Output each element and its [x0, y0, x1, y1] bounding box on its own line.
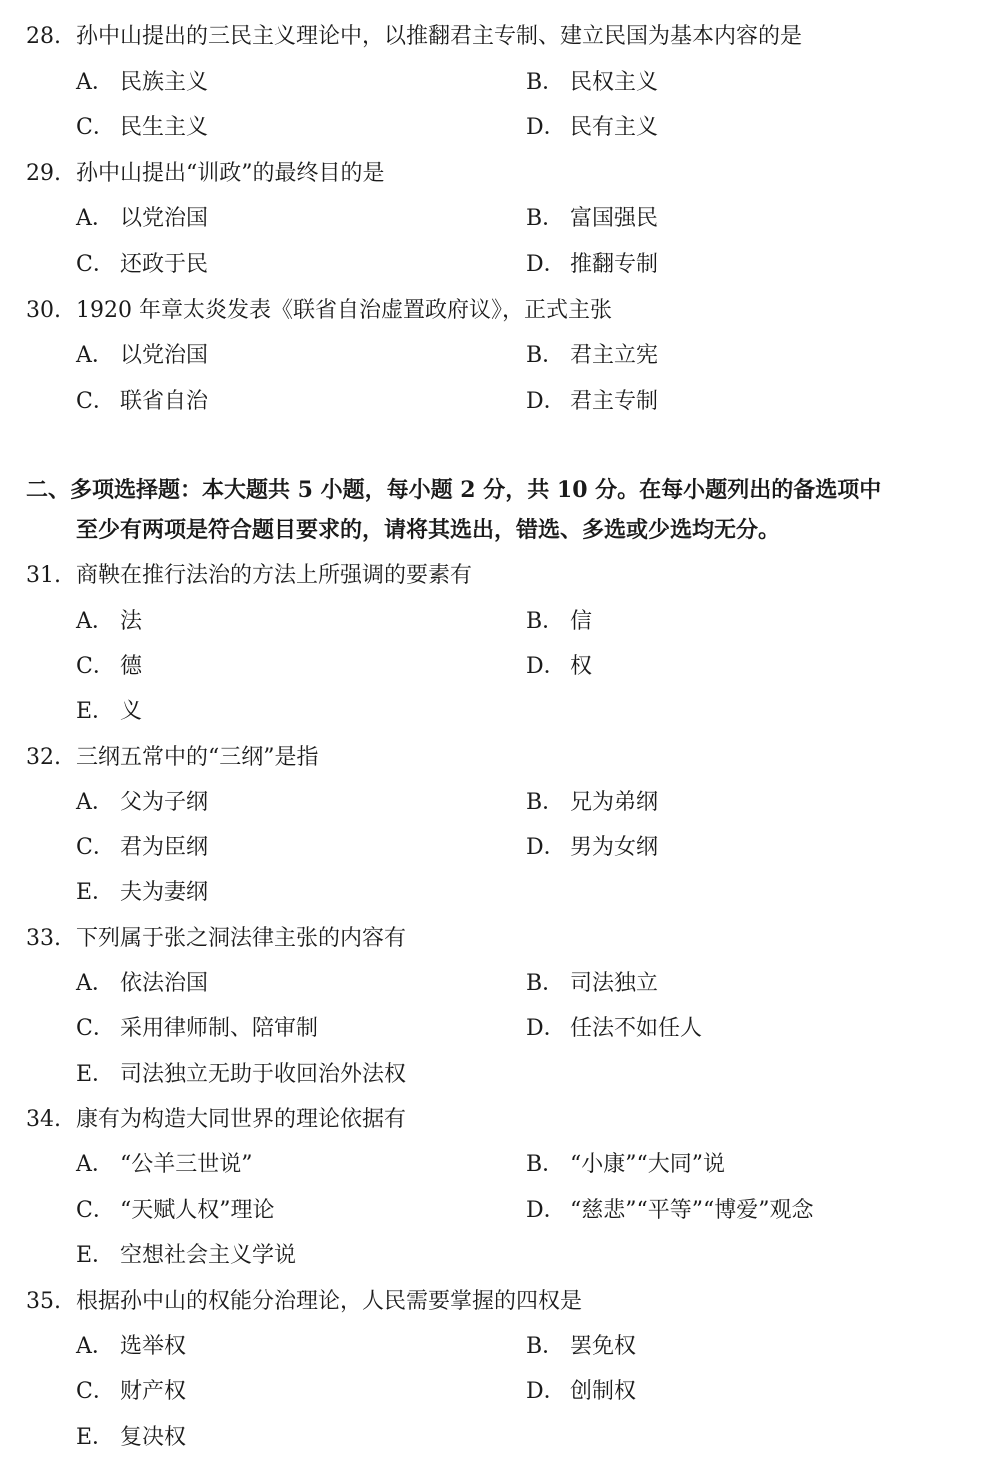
option-c: [76, 1012, 318, 1046]
option-letter: E．: [76, 1243, 115, 1268]
option-letter: A．: [76, 790, 114, 815]
option-letter: B．: [526, 206, 565, 231]
option-a: [76, 786, 208, 820]
option-text: 德: [120, 654, 143, 679]
option-c: [76, 650, 142, 684]
option-letter: B．: [526, 343, 565, 368]
option-text: 以党治国: [120, 206, 209, 231]
options-row: [0, 1330, 1000, 1364]
options-row: [0, 202, 1000, 236]
options-row: [0, 66, 1000, 100]
option-letter: C．: [76, 115, 115, 140]
option-text: 君主立宪: [570, 343, 659, 368]
option-text: “公羊三世说”: [120, 1152, 253, 1177]
option-letter: A．: [76, 609, 114, 634]
option-letter: C．: [76, 252, 115, 277]
option-letter: B．: [526, 1152, 565, 1177]
option-e: [76, 1239, 296, 1273]
option-text: 以党治国: [120, 343, 209, 368]
option-b: [526, 967, 658, 1001]
option-a: [76, 1148, 253, 1182]
question-text: 商鞅在推行法治的方法上所强调的要素有: [76, 563, 473, 588]
option-letter: A．: [76, 971, 114, 996]
option-letter: B．: [526, 609, 565, 634]
option-a: [76, 339, 208, 373]
option-text: 民生主义: [120, 115, 209, 140]
option-c: [76, 385, 208, 419]
question-text: 三纲五常中的“三纲”是指: [76, 745, 319, 770]
option-letter: B．: [526, 971, 565, 996]
option-letter: A．: [76, 1334, 114, 1359]
option-text: 司法独立无助于收回治外法权: [120, 1062, 407, 1087]
option-text: 民权主义: [570, 70, 659, 95]
option-letter: A．: [76, 1152, 114, 1177]
options-row: [0, 1375, 1000, 1409]
option-text: 财产权: [120, 1379, 187, 1404]
option-letter: D．: [526, 252, 566, 277]
question-text: 1920 年章太炎发表《联省自治虚置政府议》，正式主张: [76, 298, 612, 323]
option-text: “天赋人权”理论: [120, 1198, 275, 1223]
option-b: [526, 66, 658, 100]
option-d: [526, 248, 658, 282]
options-row: [0, 248, 1000, 282]
question-number: 34.: [26, 1107, 61, 1132]
question-34: [0, 1103, 1000, 1137]
question-number: 28.: [26, 24, 61, 49]
options-row: [0, 1058, 1000, 1092]
options-row: [0, 876, 1000, 910]
question-number: 33.: [26, 926, 61, 951]
question-text: 孙中山提出的三民主义理论中，以推翻君主专制、建立民国为基本内容的是: [76, 24, 803, 49]
option-c: [76, 1194, 275, 1228]
option-letter: A．: [76, 70, 114, 95]
option-letter: C．: [76, 1016, 115, 1041]
option-d: [526, 650, 592, 684]
option-letter: D．: [526, 1016, 566, 1041]
option-text: 司法独立: [570, 971, 659, 996]
option-b: [526, 202, 658, 236]
option-d: [526, 1194, 813, 1228]
option-e: [76, 695, 142, 729]
question-text: 孙中山提出“训政”的最终目的是: [76, 161, 385, 186]
option-text: 创制权: [570, 1379, 637, 1404]
options-row: [0, 605, 1000, 639]
option-letter: C．: [76, 1379, 115, 1404]
options-row: [0, 1421, 1000, 1455]
options-row: [0, 1239, 1000, 1273]
option-text: “小康”“大同”说: [570, 1152, 725, 1177]
option-text: 还政于民: [120, 252, 209, 277]
option-d: [526, 385, 658, 419]
option-text: 男为女纲: [570, 835, 659, 860]
option-e: [76, 876, 208, 910]
option-letter: D．: [526, 835, 566, 860]
question-31: [0, 559, 1000, 593]
option-text: 信: [570, 609, 593, 634]
section-heading-line1: 二、多项选择题：本大题共 5 小题，每小题 2 分，共 10 分。在每小题列出的备选项中: [26, 477, 882, 503]
option-d: [526, 111, 658, 145]
option-letter: C．: [76, 389, 115, 414]
question-35: [0, 1285, 1000, 1319]
option-text: 民有主义: [570, 115, 659, 140]
option-b: [526, 1148, 725, 1182]
option-letter: E．: [76, 699, 115, 724]
option-letter: D．: [526, 1379, 566, 1404]
question-number: 32.: [26, 745, 61, 770]
question-number: 35.: [26, 1289, 61, 1314]
options-row: [0, 1148, 1000, 1182]
option-text: 联省自治: [120, 389, 209, 414]
question-number: 29.: [26, 161, 61, 186]
option-letter: D．: [526, 654, 566, 679]
option-c: [76, 248, 208, 282]
option-c: [76, 111, 208, 145]
options-row: [0, 1194, 1000, 1228]
option-text: 复决权: [120, 1425, 187, 1450]
question-text: 根据孙中山的权能分治理论，人民需要掌握的四权是: [76, 1289, 583, 1314]
option-text: 罢免权: [570, 1334, 637, 1359]
option-letter: C．: [76, 1198, 115, 1223]
option-text: 采用律师制、陪审制: [120, 1016, 319, 1041]
question-28: [0, 20, 1000, 54]
option-letter: B．: [526, 70, 565, 95]
options-row: [0, 650, 1000, 684]
option-a: [76, 967, 208, 1001]
option-c: [76, 1375, 186, 1409]
option-e: [76, 1421, 186, 1455]
option-text: 空想社会主义学说: [120, 1243, 297, 1268]
option-text: 任法不如任人: [570, 1016, 703, 1041]
options-row: [0, 695, 1000, 729]
options-row: [0, 831, 1000, 865]
question-number: 30.: [26, 298, 61, 323]
question-text: 康有为构造大同世界的理论依据有: [76, 1107, 407, 1132]
option-text: 君主专制: [570, 389, 659, 414]
option-text: 法: [120, 609, 143, 634]
option-d: [526, 831, 658, 865]
option-letter: E．: [76, 1425, 115, 1450]
option-a: [76, 605, 142, 639]
options-row: [0, 339, 1000, 373]
option-text: 义: [120, 699, 143, 724]
option-letter: C．: [76, 835, 115, 860]
option-c: [76, 831, 208, 865]
option-a: [76, 66, 208, 100]
option-b: [526, 605, 592, 639]
option-a: [76, 1330, 186, 1364]
option-letter: C．: [76, 654, 115, 679]
section-heading-line2: 至少有两项是符合题目要求的，请将其选出，错选、多选或少选均无分。: [76, 517, 781, 543]
option-text: 夫为妻纲: [120, 880, 209, 905]
option-text: 民族主义: [120, 70, 209, 95]
option-letter: B．: [526, 790, 565, 815]
option-letter: D．: [526, 115, 566, 140]
option-letter: B．: [526, 1334, 565, 1359]
option-text: 依法治国: [120, 971, 209, 996]
option-letter: E．: [76, 1062, 115, 1087]
option-letter: D．: [526, 389, 566, 414]
question-29: [0, 157, 1000, 191]
option-letter: D．: [526, 1198, 566, 1223]
option-text: 兄为弟纲: [570, 790, 659, 815]
option-text: 推翻专制: [570, 252, 659, 277]
option-text: 富国强民: [570, 206, 659, 231]
option-text: 权: [570, 654, 593, 679]
option-b: [526, 786, 658, 820]
option-text: “慈悲”“平等”“博爱”观念: [570, 1198, 814, 1223]
option-d: [526, 1012, 702, 1046]
option-b: [526, 1330, 636, 1364]
option-e: [76, 1058, 406, 1092]
question-32: [0, 741, 1000, 775]
options-row: [0, 786, 1000, 820]
option-text: 君为臣纲: [120, 835, 209, 860]
question-33: [0, 922, 1000, 956]
option-d: [526, 1375, 636, 1409]
options-row: [0, 111, 1000, 145]
option-a: [76, 202, 208, 236]
option-letter: A．: [76, 343, 114, 368]
question-number: 31.: [26, 563, 61, 588]
question-text: 下列属于张之洞法律主张的内容有: [76, 926, 407, 951]
options-row: [0, 385, 1000, 419]
option-b: [526, 339, 658, 373]
question-30: [0, 294, 1000, 328]
options-row: [0, 967, 1000, 1001]
option-text: 父为子纲: [120, 790, 209, 815]
option-letter: A．: [76, 206, 114, 231]
options-row: [0, 1012, 1000, 1046]
option-letter: E．: [76, 880, 115, 905]
option-text: 选举权: [120, 1334, 187, 1359]
